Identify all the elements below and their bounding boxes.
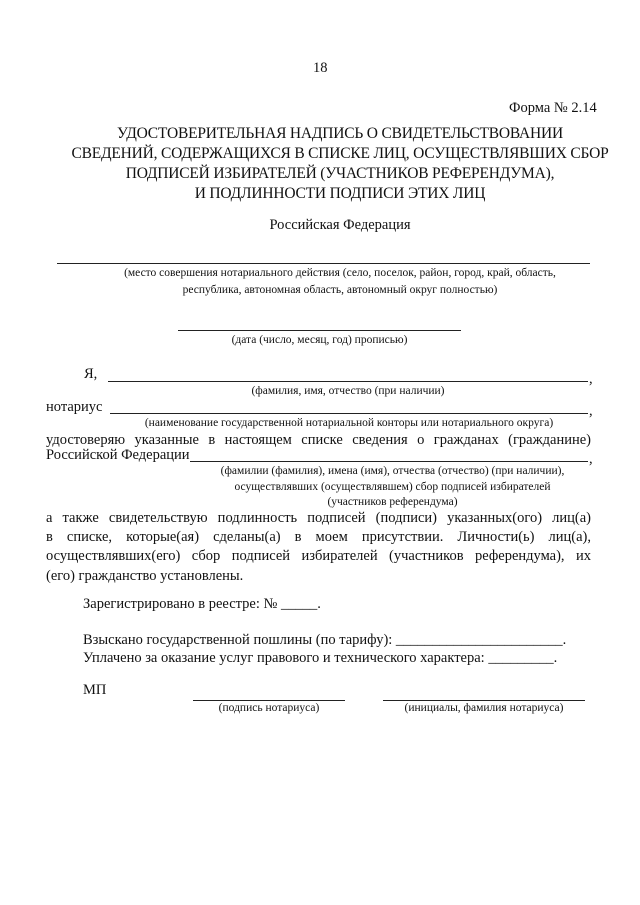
i-label: Я, xyxy=(84,366,98,382)
signature-line[interactable] xyxy=(193,700,345,701)
initials-line[interactable] xyxy=(383,700,585,701)
office-caption: (наименование государственной нотариальной конторы или нотариального округа) xyxy=(144,417,554,429)
paragraph-line-2: в списке, которые(ая) сделаны(а) в моем присутствии. Личности(ь) лиц(а), xyxy=(46,529,591,545)
citizens-caption-2: осуществлявших (осуществлявшем) сбор подписей избирателей xyxy=(234,481,551,493)
office-line[interactable] xyxy=(110,413,588,414)
citizens-line[interactable] xyxy=(190,461,588,462)
paragraph-line-3: осуществлявших(его) сбор подписей избирателей (участников референдума), их xyxy=(46,548,591,564)
place-caption-2: республика, автономная область, автономный округ полностью) xyxy=(182,284,498,296)
place-caption-1: (место совершения нотариального действия (село, поселок, район, город, край, область, xyxy=(124,267,556,279)
date-line[interactable] xyxy=(178,330,461,331)
paragraph-line-1: а также свидетельствую подлинность подписей (подписи) указанных(ого) лиц(а) xyxy=(46,510,591,526)
title-line-2: СВЕДЕНИЙ, СОДЕРЖАЩИХСЯ В СПИСКЕ ЛИЦ, ОСУЩЕСТВЛЯВШИХ СБОР xyxy=(71,145,609,162)
page-number: 18 xyxy=(313,60,328,76)
certify-line-1: удостоверяю указанные в настоящем списке сведения о гражданах (гражданине) xyxy=(46,432,591,448)
services-fee: Уплачено за оказание услуг правового и технического характера: _________. xyxy=(83,650,558,666)
form-number: Форма № 2.14 xyxy=(509,100,597,116)
notary-name-line[interactable] xyxy=(108,381,588,382)
state-duty: Взыскано государственной пошлины (по тарифу): _______________________. xyxy=(83,632,567,648)
place-line[interactable] xyxy=(57,263,590,264)
comma: , xyxy=(589,403,593,419)
seal-label: МП xyxy=(83,682,107,698)
notary-label: нотариус xyxy=(46,399,103,415)
initials-caption: (инициалы, фамилия нотариуса) xyxy=(404,702,564,714)
comma: , xyxy=(589,371,593,387)
citizens-caption-1: (фамилии (фамилия), имена (имя), отчества (отчество) (при наличии), xyxy=(220,465,565,477)
country: Российская Федерация xyxy=(269,217,411,233)
citizens-caption-3: (участников референдума) xyxy=(327,496,458,508)
title-line-3: ПОДПИСЕЙ ИЗБИРАТЕЛЕЙ (УЧАСТНИКОВ РЕФЕРЕНДУМА), xyxy=(125,165,555,182)
registry-number: Зарегистрировано в реестре: № _____. xyxy=(83,596,321,612)
signature-caption: (подпись нотариуса) xyxy=(218,702,320,714)
name-caption: (фамилия, имя, отчество (при наличии) xyxy=(251,385,445,397)
comma: , xyxy=(589,451,593,467)
title-line-4: И ПОДЛИННОСТИ ПОДПИСИ ЭТИХ ЛИЦ xyxy=(194,185,486,202)
paragraph-line-4: (его) гражданство установлены. xyxy=(46,568,244,584)
title-line-1: УДОСТОВЕРИТЕЛЬНАЯ НАДПИСЬ О СВИДЕТЕЛЬСТВОВАНИИ xyxy=(117,125,563,142)
date-caption: (дата (число, месяц, год) прописью) xyxy=(231,334,408,346)
certify-line-2: Российской Федерации xyxy=(46,447,190,463)
